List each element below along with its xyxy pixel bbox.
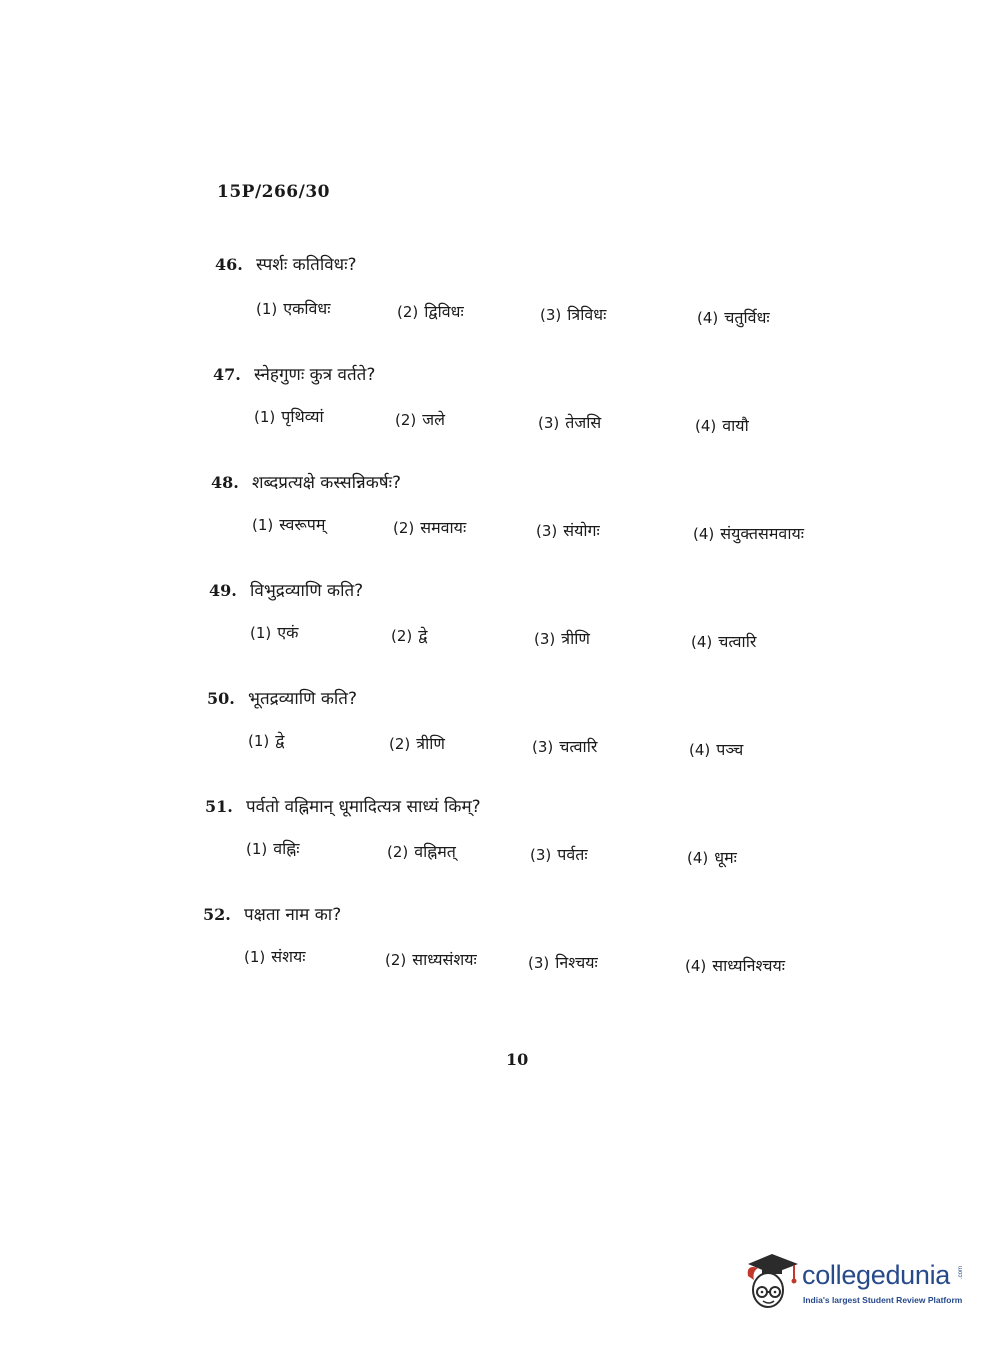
option-1: (1) संशयः [244,947,306,966]
option-1: (1) एकविधः [256,299,331,318]
option-1: (1) एकं [250,623,299,642]
logo-tagline: India's largest Student Review Platform [803,1295,963,1305]
option-1: (1) पृथिव्यां [254,407,324,426]
question-number: 52. [203,905,231,924]
option-3: (3) चत्वारि [532,737,598,756]
option-4: (4) साध्यनिश्चयः [685,956,786,975]
option-4: (4) धूमः [687,848,737,867]
option-2: (2) वह्निमत् [387,842,456,861]
question-text: भूतद्रव्याणि कति? [248,689,358,709]
question-51 [0,794,1001,884]
option-4: (4) संयुक्तसमवायः [693,524,804,543]
question-52 [0,902,1001,992]
option-4: (4) पञ्च [689,740,744,759]
option-3: (3) निश्चयः [528,953,598,972]
question-50 [0,686,1001,776]
question-text: विभुद्रव्याणि कति? [250,581,364,601]
paper-code: 15P/266/30 [217,182,331,202]
option-3: (3) त्रिविधः [540,305,607,324]
mascot-icon [742,1250,800,1312]
option-3: (3) त्रीणि [534,629,590,648]
option-3: (3) पर्वतः [530,845,588,864]
option-2: (2) साध्यसंशयः [385,950,477,969]
page-number: 10 [506,1050,529,1069]
question-number: 47. [213,365,241,384]
option-4: (4) चतुर्विधः [697,308,770,327]
option-3: (3) संयोगः [536,521,600,540]
option-2: (2) समवायः [393,518,467,537]
question-text: स्नेहगुणः कुत्र वर्तते? [254,365,376,385]
logo-suffix: .com [958,1266,964,1280]
option-2: (2) द्विविधः [397,302,464,321]
option-1: (1) स्वरूपम् [252,515,326,534]
question-number: 50. [207,689,235,708]
question-text: पक्षता नाम का? [244,905,342,925]
question-49 [0,578,1001,668]
option-3: (3) तेजसि [538,413,602,432]
question-text: शब्दप्रत्यक्षे कस्सन्निकर्षः? [252,473,402,493]
option-2: (2) द्वे [391,626,428,645]
question-text: पर्वतो वह्निमान् धूमादित्यत्र साध्यं किम्? [246,797,481,817]
question-46 [0,252,1001,342]
logo-wordmark: collegedunia [802,1260,951,1290]
option-2: (2) जले [395,410,445,429]
question-text: स्पर्शः कतिविधः? [256,255,357,275]
question-number: 51. [205,797,233,816]
option-2: (2) त्रीणि [389,734,445,753]
option-1: (1) द्वे [248,731,285,750]
option-1: (1) वह्निः [246,839,300,858]
question-number: 48. [211,473,239,492]
option-4: (4) वायौ [695,416,749,435]
question-number: 49. [209,581,237,600]
question-48 [0,470,1001,560]
question-47 [0,362,1001,452]
question-number: 46. [215,255,243,274]
option-4: (4) चत्वारि [691,632,757,651]
collegedunia-logo [742,1250,972,1312]
